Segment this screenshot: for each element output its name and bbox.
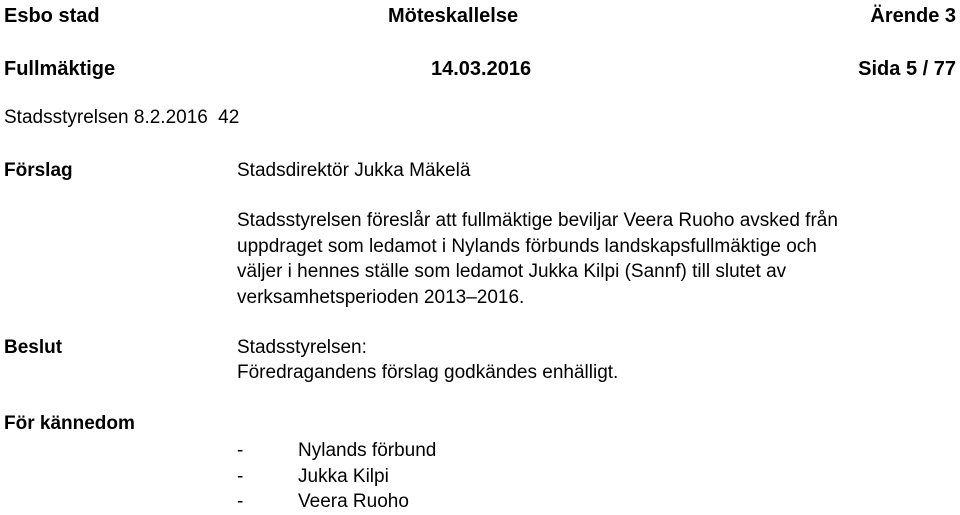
proposal-line: väljer i hennes ställe som ledamot Jukka Kilpi (Sannf) till slutet av <box>237 261 787 282</box>
list-item: - Veera Ruoho <box>237 491 409 512</box>
header-body: Fullmäktige <box>4 58 116 80</box>
header-page: Sida 5 / 77 <box>858 58 956 80</box>
header-item: Ärende 3 <box>870 5 956 27</box>
section-number: 42 <box>218 107 240 128</box>
proposal-label: Förslag <box>4 160 73 181</box>
list-item: - Nylands förbund <box>237 440 437 461</box>
proposal-line: Stadsstyrelsen föreslår att fullmäktige beviljar Veera Ruoho avsked från <box>237 210 838 231</box>
decision-line-1: Stadsstyrelsen: <box>237 337 367 358</box>
header-doc-type: Möteskallelse <box>388 5 519 27</box>
proposal-text <box>237 208 952 310</box>
proposal-line: verksamhetsperioden 2013–2016. <box>237 286 525 308</box>
meeting-reference <box>4 107 239 129</box>
list-item: - Jukka Kilpi <box>237 465 389 487</box>
reference-text: Stadsstyrelsen 8.2.2016 <box>4 107 208 128</box>
decision-line-2: Föredragandens förslag godkändes enhälligt. <box>237 362 619 383</box>
proposal-presenter: Stadsdirektör Jukka Mäkelä <box>237 160 471 181</box>
for-info-list <box>237 438 436 515</box>
header-org: Esbo stad <box>4 5 100 27</box>
header-date: 14.03.2016 <box>431 58 532 80</box>
proposal-line: uppdraget som ledamot i Nylands förbunds landskapsfullmäktige och <box>237 235 817 257</box>
for-info-label: För kännedom <box>4 413 135 434</box>
decision-label: Beslut <box>4 337 63 358</box>
